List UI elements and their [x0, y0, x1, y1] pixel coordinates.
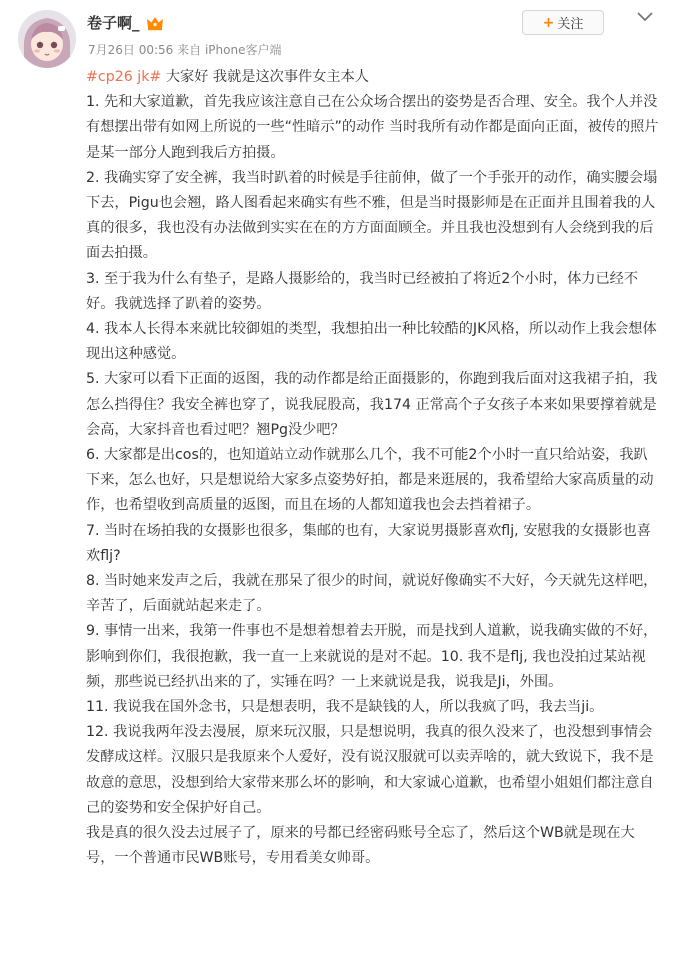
- avatar[interactable]: [18, 10, 76, 68]
- post-paragraph: 9. 事情一出来，我第一件事也不是想着想着去开脱，而是找到人道歉，说我确实做的不好，影响到你们，我很抱歉，我一直一上来就说的是对不起。10. 我不是flj, 我也没拍过某站视频，那些说已经扒出来的了，实锤在吗？一上来就说是我，说我是Ji，外围。: [86, 623, 658, 690]
- post-paragraph: 3. 至于我为什么有垫子，是路人摄影给的，我当时已经被拍了将近2个小时，体力已经不好。我就选择了趴着的姿势。: [86, 270, 639, 312]
- post-intro-line: [86, 65, 661, 90]
- avatar-image: [18, 10, 76, 68]
- post-paragraph: 4. 我本人长得本来就比较御姐的类型，我想拍出一种比较酷的JK风格，所以动作上我会想体现出这种感觉。: [86, 321, 657, 363]
- author-name[interactable]: 卷子啊_: [87, 14, 140, 32]
- post-paragraph: 7. 当时在场拍我的女摄影也很多，集邮的也有，大家说男摄影喜欢flj, 安慰我的女摄影也喜欢flj?: [86, 522, 651, 564]
- post-intro: 大家好 我就是这次事件女主本人: [161, 69, 369, 85]
- plus-icon: +: [542, 14, 555, 31]
- post-content: [86, 65, 661, 872]
- post-paragraph: 我是真的很久没去过展子了，原来的号都已经密码账号全忘了，然后这个WB就是现在大号，一个普通市民WB账号，专用看美女帅哥。: [86, 825, 635, 867]
- post-time[interactable]: 7月26日 00:56: [88, 43, 174, 57]
- post-paragraph: 5. 大家可以看下正面的返图，我的动作都是给正面摄影的，你跑到我后面对这我裙子拍，我怎么挡得住？我安全裤也穿了，说我屁股高，我174 正常高个子女孩子本来如果要撑着就是会高，大家抖音也看过吧？翘Pg没少吧？: [86, 371, 658, 438]
- post-meta: [88, 41, 281, 58]
- post-source: 来自 iPhone客户端: [177, 43, 282, 57]
- post-paragraph: 2. 我确实穿了安全裤，我当时趴着的时候是手往前伸，做了一个手张开的动作，确实腰会塌下去，Pigu也会翘，路人图看起来确实有些不雅，但是当时摄影师是在正面并且围着我的人真的很多，我也没有办法做到实实在在的方方面面顾全。并且我也没想到有人会绕到我的后面去拍摄。: [86, 169, 658, 262]
- post-paragraph: 1. 先和大家道歉，首先我应该注意自己在公众场合摆出的姿势是否合理、安全。我个人并没有想摆出带有如网上所说的一些“性暗示”的动作 当时我所有动作都是面向正面，被传的照片是某一部分人跑到我后方拍摄。: [86, 94, 659, 161]
- hashtag-link[interactable]: #cp26 jk#: [86, 69, 162, 85]
- follow-button[interactable]: [522, 10, 604, 35]
- follow-label: 关注: [557, 17, 584, 32]
- post-paragraph: 12. 我说我两年没去漫展，原来玩汉服，只是想说明，我真的很久没来了，也没想到事情会发酵成这样。汉服只是我原来个人爱好，没有说汉服就可以卖弄啥的，就大致说下，我不是故意的意思，没想到给大家带来那么坏的影响，和大家诚心道歉，也希望小姐姐们都注意自己的姿势和安全保护好自己。: [86, 724, 654, 816]
- vip-crown-icon: [146, 15, 164, 31]
- chevron-down-icon[interactable]: [636, 10, 654, 24]
- author-row: [87, 12, 164, 33]
- post-paragraph: 11. 我说我在国外念书，只是想表明，我不是缺钱的人，所以我疯了吗，我去当ji。: [86, 699, 604, 716]
- post-paragraph: 8. 当时她来发声之后，我就在那呆了很少的时间，就说好像确实不大好，今天就先这样吧，辛苦了，后面就站起来走了。: [86, 573, 658, 615]
- post-paragraph: 6. 大家都是出cos的，也知道站立动作就那么几个，我不可能2个小时一直只给站姿，我趴下来，怎么也好，只是想说给大家多点姿势好拍，都是来逛展的，我希望给大家高质量的动作，也希望收到高质量的返图，而且在场的人都知道我也会去挡着裙子。: [86, 447, 654, 514]
